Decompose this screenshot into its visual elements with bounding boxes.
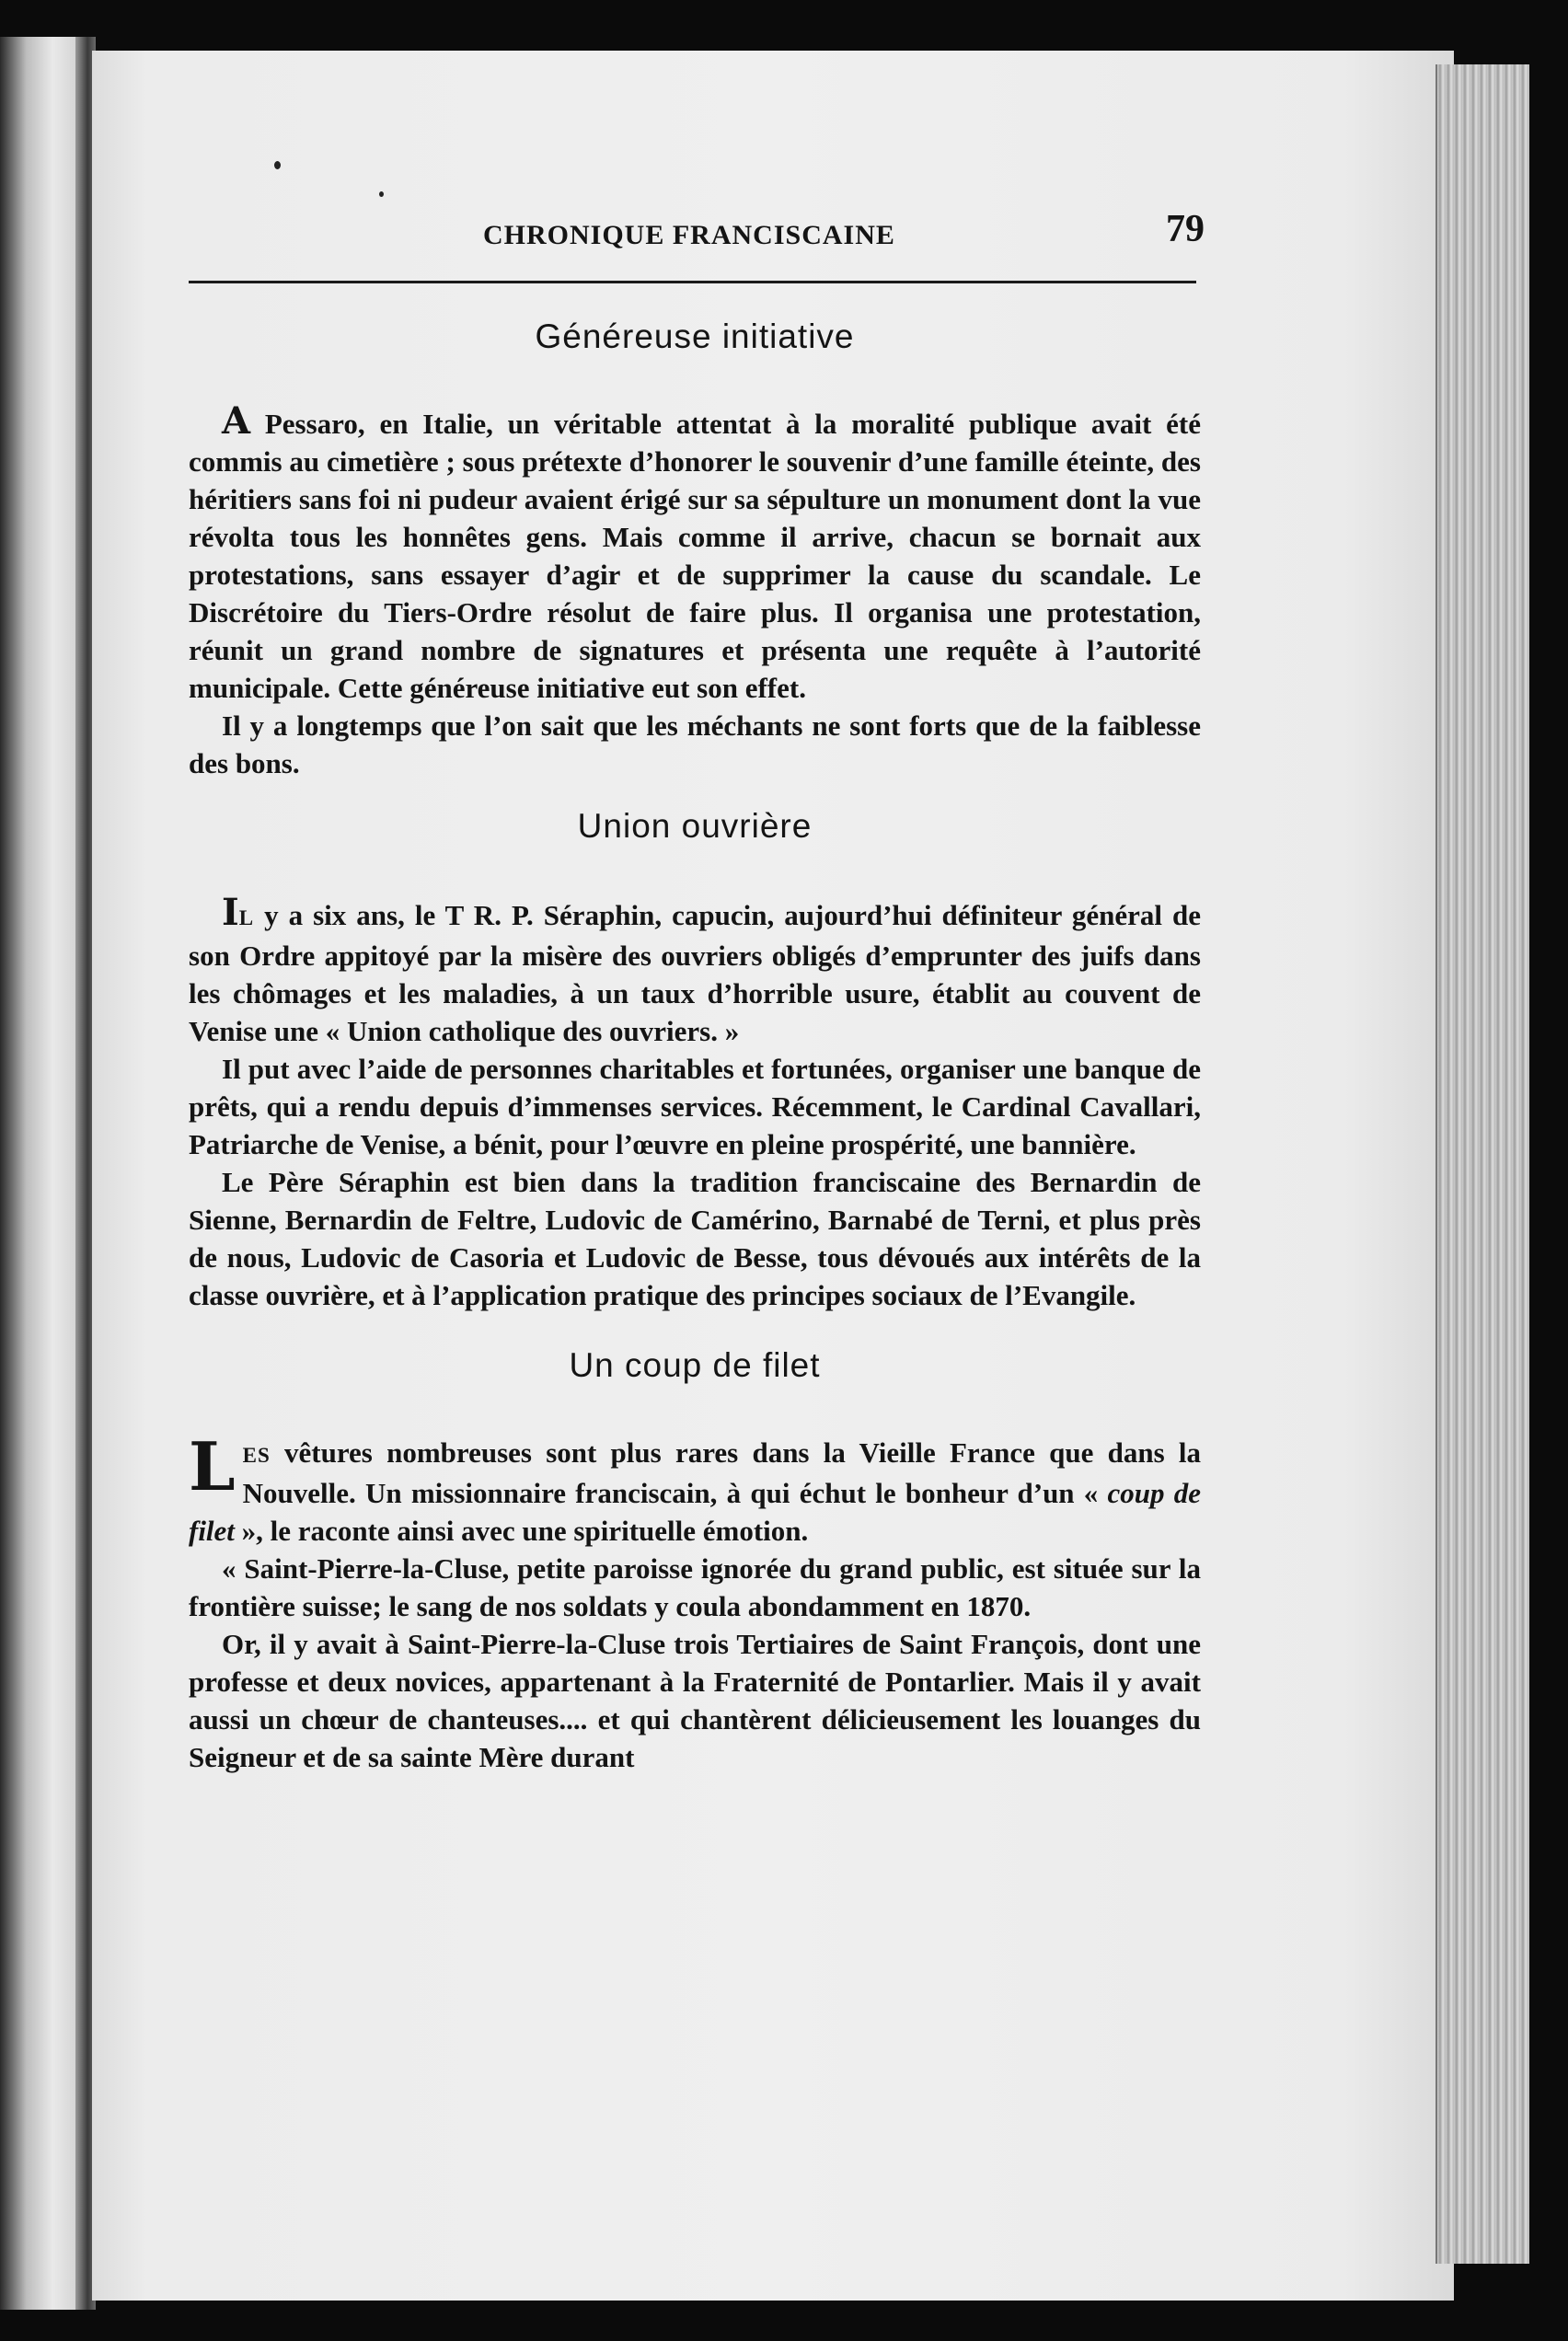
running-header bbox=[189, 207, 1205, 262]
paragraph-text: », le raconte ainsi avec une spirituelle émotion. bbox=[234, 1515, 809, 1547]
paragraph: « Saint-Pierre-la-Cluse, petite paroisse ignorée du grand public, est située sur la frontière suisse; le sang de nos soldats y coula abondamment en 1870. bbox=[189, 1552, 1201, 1622]
page-stack-edge bbox=[1435, 64, 1529, 2264]
section-title: Un coup de filet bbox=[569, 1346, 821, 1384]
paragraph bbox=[189, 891, 1201, 1050]
paragraph: Or, il y avait à Saint-Pierre-la-Cluse trois Tertiaires de Saint François, dont une professe et deux novices, appartenant à la Fraternité de Pontarlier. Mais il y avait aussi un chœur de chanteuses.... et qui chantèrent délicieusement les louanges du Seigneur et de sa sainte Mère durant bbox=[189, 1628, 1201, 1773]
drop-cap-rest: L bbox=[238, 906, 255, 929]
header-rule bbox=[189, 281, 1196, 283]
left-page-edge bbox=[0, 37, 75, 2310]
scan-speck bbox=[274, 161, 281, 169]
paragraph: Il y a longtemps que l’on sait que les méchants ne sont forts que de la faiblesse des bons. bbox=[189, 709, 1201, 779]
paragraph-text: Pessaro, en Italie, un véritable attentat à la moralité publique avait été commis au cimetière ; sous prétexte d’honorer le souvenir d’une famille éteinte, des héritiers sans foi ni pudeur avaient érigé sur sa sépulture un monument dont la vue révolta tous les honnêtes gens. Mais comme il arrive, chacun se bornait aux protestations, sans essayer d’agir et de supprimer la cause du scandale. Le Discrétoire du Tiers-Ordre résolut de faire plus. Il organisa une protestation, réunit un grand nombre de signatures et présenta une requête à l’autorité municipale. Cette généreuse initiative eut son effet. bbox=[189, 408, 1201, 704]
running-title: CHRONIQUE FRANCISCAINE bbox=[483, 220, 895, 250]
drop-cap: L bbox=[189, 1427, 236, 1505]
paragraph: Il put avec l’aide de personnes charitables et fortunées, organiser une banque de prêts, qui a rendu depuis d’immenses services. Récemment, le Cardinal Cavallari, Patriarche de Venise, a bénit, pour l’œuvre en pleine prospérité, une bannière. bbox=[189, 1053, 1201, 1160]
drop-cap: I bbox=[222, 891, 239, 934]
page-number: 79 bbox=[1166, 208, 1205, 250]
italic-text: coup de filet bbox=[189, 1477, 1202, 1547]
paragraph bbox=[189, 1427, 1202, 1550]
section-title: Généreuse initiative bbox=[535, 317, 855, 355]
paragraph-text: vêtures nombreuses sont plus rares dans la Vieille France que dans la Nouvelle. Un missionnaire franciscain, à qui échut le bonheur d’un « bbox=[242, 1436, 1201, 1509]
drop-cap: A bbox=[222, 399, 251, 443]
article-body bbox=[189, 313, 1201, 1776]
scan-speck bbox=[379, 191, 384, 197]
paragraph-text: y a six ans, le T R. P. Séraphin, capucin, aujourd’hui définiteur général de son Ordre appitoyé par la misère des ouvriers obligés d’emprunter des juifs dans les chômages et les maladies, à un taux d’horrible usure, établit au couvent de Venise une « Union catholique des ouvriers. » bbox=[189, 899, 1201, 1047]
section-title: Union ouvrière bbox=[577, 807, 813, 845]
paragraph: Le Père Séraphin est bien dans la tradition franciscaine des Bernardin de Sienne, Bernardin de Feltre, Ludovic de Camérino, Barnabé de Terni, et plus près de nous, Ludovic de Casoria et Ludovic de Besse, tous dévoués aux intérêts de la classe ouvrière, et à l’application pratique des principes sociaux de l’Evangile. bbox=[189, 1166, 1201, 1311]
paragraph bbox=[189, 399, 1201, 707]
drop-cap-rest: ES bbox=[242, 1444, 271, 1467]
